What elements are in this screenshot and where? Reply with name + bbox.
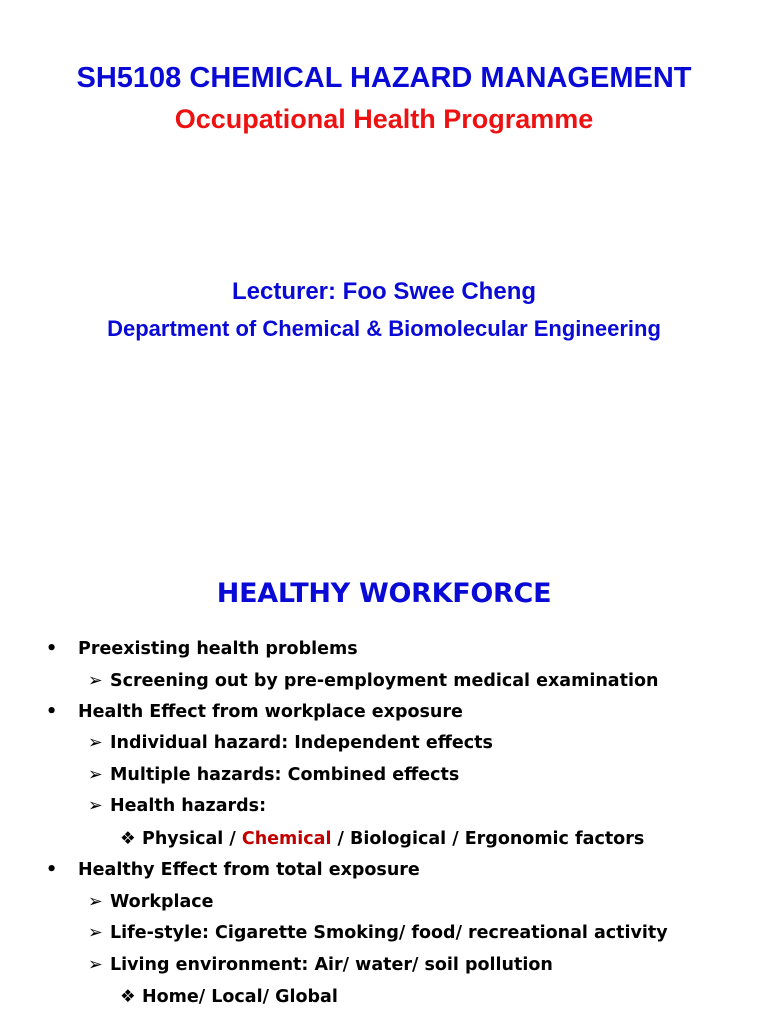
sub-list-item (88, 795, 266, 817)
sub-list-item-text: Workplace (110, 892, 214, 912)
sub-sub-list-item (120, 828, 644, 850)
sub-list-item (88, 922, 668, 944)
factor-chemical: Chemical (241, 829, 332, 849)
list-item (46, 701, 463, 723)
sub-sub-list-item-text: Home/ Local/ Global (142, 987, 338, 1007)
sub-list-item (88, 732, 493, 754)
factor-text-start: Physical / (142, 829, 242, 849)
arrow-bullet-icon: ➢ (88, 955, 103, 975)
factor-text-end: / Biological / Ergonomic factors (331, 829, 645, 849)
list-item-text: Healthy Effect from total exposure (78, 860, 420, 880)
course-subtitle: Occupational Health Programme (174, 104, 594, 134)
sub-list-item (88, 891, 214, 913)
sub-list-item-text: Health hazards: (110, 796, 267, 816)
course-title: SH5108 CHEMICAL HAZARD MANAGEMENT (76, 62, 692, 94)
list-item (46, 859, 420, 881)
bullet-icon: • (46, 639, 58, 659)
arrow-bullet-icon: ➢ (88, 765, 103, 785)
bullet-icon: • (46, 702, 58, 722)
sub-list-item (88, 764, 459, 786)
list-item-text: Health Effect from workplace exposure (78, 702, 463, 722)
arrow-bullet-icon: ➢ (88, 892, 103, 912)
list-item-text: Preexisting health problems (78, 639, 358, 659)
sub-list-item (88, 954, 553, 976)
bullet-icon: • (46, 860, 58, 880)
department-name: Department of Chemical & Biomolecular Engineering (107, 316, 661, 341)
list-item (46, 638, 358, 660)
diamond-bullet-icon: ❖ (120, 987, 136, 1007)
section-heading: HEALTHY WORKFORCE (216, 578, 552, 609)
sub-list-item-text: Living environment: Air/ water/ soil pollution (110, 955, 553, 975)
arrow-bullet-icon: ➢ (88, 733, 103, 753)
sub-list-item (88, 670, 658, 692)
sub-list-item-text: Individual hazard: Independent effects (110, 733, 493, 753)
arrow-bullet-icon: ➢ (88, 796, 103, 816)
sub-list-item-text: Screening out by pre-employment medical examination (110, 671, 659, 691)
arrow-bullet-icon: ➢ (88, 671, 103, 691)
arrow-bullet-icon: ➢ (88, 923, 103, 943)
sub-list-item-text: Life-style: Cigarette Smoking/ food/ recreational activity (110, 923, 668, 943)
sub-list-item-text: Multiple hazards: Combined effects (110, 765, 460, 785)
sub-sub-list-item (120, 986, 338, 1008)
lecturer-name: Lecturer: Foo Swee Cheng (231, 278, 537, 305)
diamond-bullet-icon: ❖ (120, 829, 136, 849)
